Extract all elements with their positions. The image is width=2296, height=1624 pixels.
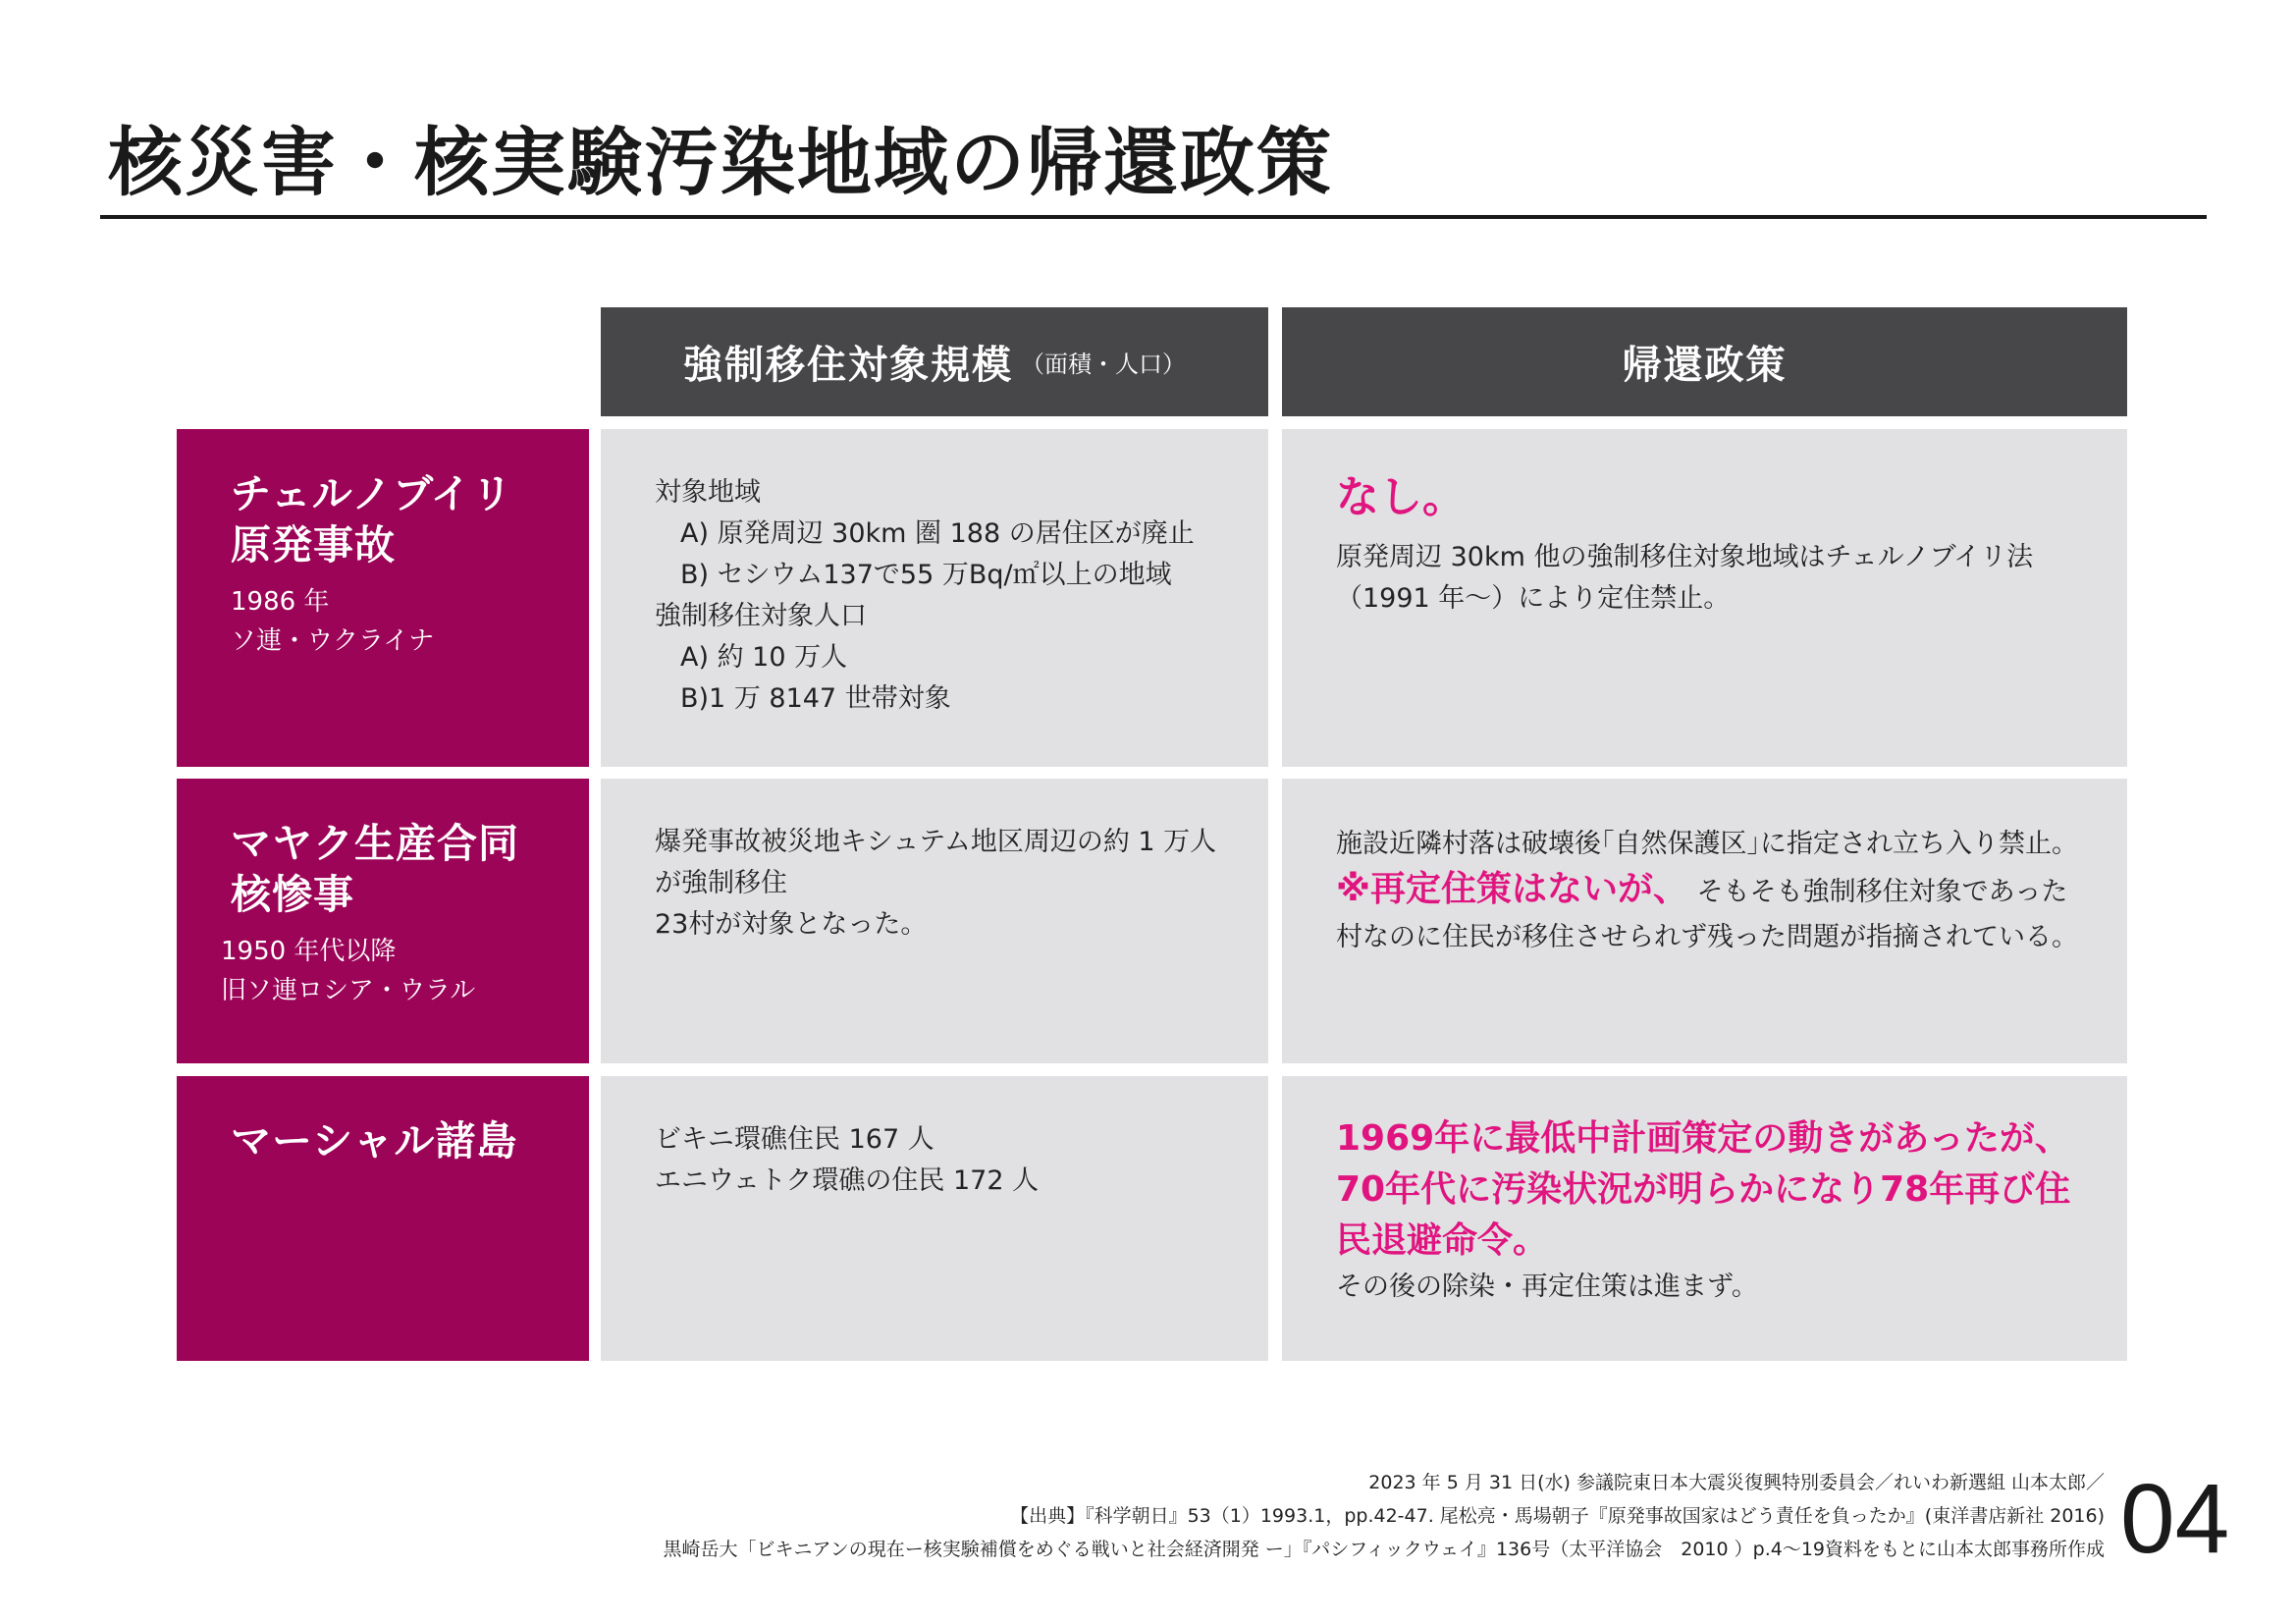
scale-line: 強制移住対象人口	[655, 601, 867, 631]
row-sub-line: ソ連・ウクライナ	[231, 626, 435, 656]
policy-headline: なし。	[1336, 472, 1466, 522]
row-label-mayak	[177, 779, 589, 1063]
row-name-line: マーシャル諸島	[231, 1117, 518, 1164]
scale-line: エニウェトク環礁の住民 172 人	[655, 1165, 1040, 1196]
page-number: 04	[2120, 1464, 2230, 1574]
column-header-policy-label: 帰還政策	[1622, 343, 1788, 388]
policy-text: その後の除染・再定住策は進まず。	[1336, 1272, 1758, 1302]
row-sub-line: 1986 年	[231, 587, 330, 617]
row-sub-block	[231, 582, 589, 661]
policy-cell-mayak	[1282, 779, 2127, 1063]
row-sub-line: 1950 年代以降	[221, 937, 397, 966]
policy-headline: 1969年に最低中計画策定の動きがあったが、70年代に汚染状況が明らかになり78年再び住民退避命令。	[1336, 1118, 2071, 1261]
scale-cell-marshall	[601, 1076, 1268, 1361]
policy-cell-chernobyl	[1282, 429, 2127, 767]
row-name-line: チェルノブイリ	[231, 470, 513, 517]
scale-line: 対象地域	[655, 477, 761, 508]
page-title: 核災害・核実験汚染地域の帰還政策	[108, 119, 1333, 206]
scale-line: B) セシウム137で55 万Bq/㎡以上の地域	[680, 560, 1172, 590]
row-name-line: 核惨事	[231, 871, 354, 918]
column-header-scale-note: （面積・人口）	[1021, 351, 1186, 378]
row-name-line: 原発事故	[231, 521, 396, 568]
row-sub-line: 旧ソ連ロシア・ウラル	[221, 976, 476, 1005]
row-sub-block	[221, 932, 589, 1010]
policy-intro: 施設近隣村落は破壊後｢自然保護区｣に指定され立ち入り禁止。	[1336, 829, 2078, 859]
column-header-scale	[601, 307, 1268, 416]
footer-source-line: 【出典】『科学朝日』53（1）1993.1，pp.42-47. 尾松亮・馬場朝子『原発事故国家はどう責任を負ったか』(東洋書店新社 2016)	[1010, 1505, 2105, 1527]
policy-text: そもそも強制移住対象であった村なのに住民が移住させられず残った問題が指摘されている。	[1336, 877, 2078, 952]
policy-cell-marshall	[1282, 1076, 2127, 1361]
row-name-line: マヤク生産合同	[231, 820, 519, 867]
title-divider	[100, 215, 2207, 219]
policy-body	[1336, 867, 2088, 960]
scale-line: 23村が対象となった。	[655, 909, 928, 940]
footer-source-line-2: 黒崎岳大「ビキニアンの現在ー核実験補償をめぐる戦いと社会経済開発 ー」『パシフィックウェイ』136号（太平洋協会 2010 ）p.4〜19資料をもとに山本太郎事務所作成	[663, 1539, 2105, 1560]
column-header-policy	[1282, 307, 2127, 416]
scale-line: A) 原発周辺 30km 圏 188 の居住区が廃止	[680, 518, 1195, 549]
scale-cell-chernobyl	[601, 429, 1268, 767]
scale-cell-mayak	[601, 779, 1268, 1063]
row-label-marshall	[177, 1076, 589, 1361]
scale-line: A) 約 10 万人	[680, 642, 848, 673]
column-header-scale-label: 強制移住対象規模	[683, 343, 1013, 388]
scale-line: 爆発事故被災地キシュテム地区周辺の約 1 万人が強制移住	[655, 827, 1217, 898]
policy-text: 原発周辺 30km 他の強制移住対象地域はチェルノブイリ法（1991 年〜）により定住禁止。	[1336, 542, 2034, 614]
scale-line: B)1 万 8147 世帯対象	[680, 683, 951, 714]
row-label-chernobyl	[177, 429, 589, 767]
footer-date-line: 2023 年 5 月 31 日(水) 参議院東日本大震災復興特別委員会／れいわ新選組 山本太郎／	[1368, 1472, 2105, 1493]
scale-line: ビキニ環礁住民 167 人	[655, 1124, 934, 1155]
policy-accent: ※再定住策はないが、	[1336, 869, 1688, 909]
